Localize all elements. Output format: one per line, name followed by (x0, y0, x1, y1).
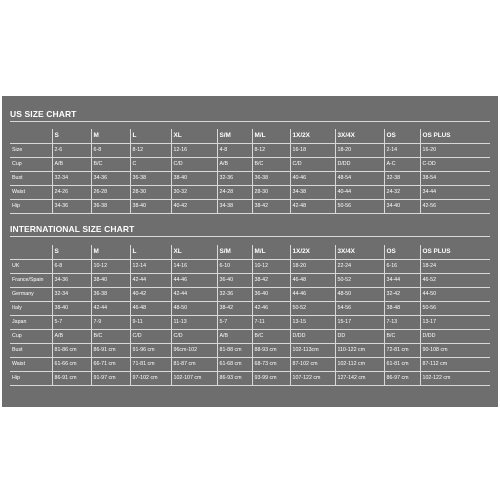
intl-table-cell: 81-88 cm (217, 344, 252, 358)
us-table-cell: A/B (217, 158, 252, 172)
intl-table-cell: 6-16 (384, 260, 420, 274)
us-column-header: L (130, 129, 171, 144)
us-table-cell: C-DD (420, 158, 490, 172)
intl-table-cell: 68-73 cm (252, 358, 290, 372)
intl-table-cell: 86-97 cm (384, 372, 420, 386)
us-size-table (10, 129, 490, 214)
intl-table-cell: 50-52 (290, 302, 335, 316)
us-table-cell: 4-8 (217, 144, 252, 158)
intl-table-cell: 10-12 (252, 260, 290, 274)
us-table-cell: 28-30 (130, 186, 171, 200)
us-table-cell: 30-32 (171, 186, 217, 200)
us-table-cell: D/DD (335, 158, 384, 172)
us-table-row (10, 172, 490, 186)
intl-table-cell: 48-50 (171, 302, 217, 316)
us-table-cell: 6-8 (91, 144, 130, 158)
intl-column-header: M (91, 245, 130, 260)
us-column-header: XL (171, 129, 217, 144)
us-table-cell: 18-20 (335, 144, 384, 158)
intl-row-label: UK (10, 260, 52, 274)
intl-table-cell: 36-40 (217, 274, 252, 288)
international-size-table (10, 245, 490, 386)
intl-table-cell: 61-81 cm (384, 358, 420, 372)
intl-table-cell: 38-40 (91, 274, 130, 288)
intl-table-cell: 46-48 (290, 274, 335, 288)
intl-table-cell: 5-7 (217, 316, 252, 330)
intl-table-cell: 81-87 cm (171, 358, 217, 372)
us-table-cell: 26-28 (91, 186, 130, 200)
intl-column-header: S/M (217, 245, 252, 260)
us-table-cell: 24-28 (217, 186, 252, 200)
us-column-header: S (52, 129, 91, 144)
intl-table-cell: 61-68 cm (217, 358, 252, 372)
intl-table-cell: 44-46 (290, 288, 335, 302)
us-table-cell: 36-38 (91, 200, 130, 214)
intl-table-cell: 10-12 (91, 260, 130, 274)
intl-table-row (10, 358, 490, 372)
us-table-cell: 8-12 (252, 144, 290, 158)
intl-table-cell: B/C (252, 330, 290, 344)
us-column-header: M/L (252, 129, 290, 144)
intl-table-cell: 32-36 (217, 288, 252, 302)
intl-table-cell: 7-9 (91, 316, 130, 330)
intl-column-header: 1X/2X (290, 245, 335, 260)
intl-table-cell: 102-113cm (290, 344, 335, 358)
intl-table-cell: D/DD (420, 330, 490, 344)
intl-table-cell: 72-81 cm (384, 344, 420, 358)
us-table-cell: 32-34 (52, 172, 91, 186)
intl-table-cell: 88-93 cm (252, 344, 290, 358)
intl-table-cell: 15-17 (335, 316, 384, 330)
intl-table-cell: 18-20 (290, 260, 335, 274)
us-table-cell: 34-40 (384, 200, 420, 214)
intl-table-cell: 38-48 (384, 302, 420, 316)
us-row-label: Waist (10, 186, 52, 200)
intl-table-cell: 87-102 cm (290, 358, 335, 372)
intl-row-label: Hip (10, 372, 52, 386)
international-size-chart-title: INTERNATIONAL SIZE CHART (10, 224, 135, 234)
intl-table-cell: C/D (171, 330, 217, 344)
intl-table-cell: 7-11 (252, 316, 290, 330)
intl-table-cell: 38-40 (52, 302, 91, 316)
us-table-cell: 34-36 (91, 172, 130, 186)
intl-table-cell: A/B (217, 330, 252, 344)
us-column-header (10, 129, 52, 144)
us-column-header: OS PLUS (420, 129, 490, 144)
us-table-cell: 34-36 (52, 200, 91, 214)
us-table-cell: 48-54 (335, 172, 384, 186)
intl-table-cell: 5-7 (52, 316, 91, 330)
intl-table-row (10, 330, 490, 344)
intl-table-cell: 40-42 (130, 288, 171, 302)
us-table-cell: 28-30 (252, 186, 290, 200)
intl-table-cell: 61-66 cm (52, 358, 91, 372)
intl-column-header: M/L (252, 245, 290, 260)
intl-table-cell: 12-14 (130, 260, 171, 274)
us-table-cell: 16-18 (290, 144, 335, 158)
intl-column-header: L (130, 245, 171, 260)
intl-table-cell: 44-46 (171, 274, 217, 288)
intl-column-header: OS (384, 245, 420, 260)
us-title-divider (10, 121, 490, 122)
us-size-chart-title: US SIZE CHART (10, 109, 77, 119)
intl-table-cell: 14-16 (171, 260, 217, 274)
intl-table-cell: 91-97 cm (91, 372, 130, 386)
us-table-cell: B/C (252, 158, 290, 172)
intl-column-header: 3X/4X (335, 245, 384, 260)
intl-table-cell: 42-46 (252, 302, 290, 316)
intl-column-header (10, 245, 52, 260)
intl-row-label: Cup (10, 330, 52, 344)
intl-table-row (10, 316, 490, 330)
intl-table-cell: 54-56 (335, 302, 384, 316)
intl-table-cell: 48-50 (335, 288, 384, 302)
us-row-label: Hip (10, 200, 52, 214)
intl-table-cell: 44-50 (420, 288, 490, 302)
intl-table-cell: 13-15 (290, 316, 335, 330)
intl-table-cell: 36-38 (91, 288, 130, 302)
intl-table-cell: 102-122 cm (420, 372, 490, 386)
us-table-cell: 24-26 (52, 186, 91, 200)
intl-table-cell: 38-42 (252, 274, 290, 288)
intl-table-cell: 91-96 cm (130, 344, 171, 358)
intl-table-cell: 71-81 cm (130, 358, 171, 372)
intl-column-header: XL (171, 245, 217, 260)
intl-table-row (10, 260, 490, 274)
intl-table-cell: 7-13 (384, 316, 420, 330)
intl-table-cell: 34-36 (52, 274, 91, 288)
us-table-cell: 34-44 (420, 186, 490, 200)
intl-table-cell: 90-108 cm (420, 344, 490, 358)
intl-table-cell: 66-71 cm (91, 358, 130, 372)
us-table-cell: 38-40 (171, 172, 217, 186)
us-table-cell: C/D (171, 158, 217, 172)
us-table-cell: 36-38 (252, 172, 290, 186)
intl-table-cell: 86-91 cm (91, 344, 130, 358)
us-header-row (10, 129, 490, 144)
intl-table-cell: 46-52 (420, 274, 490, 288)
intl-row-label: France/Spain (10, 274, 52, 288)
intl-row-label: Waist (10, 358, 52, 372)
intl-table-cell: C/D (130, 330, 171, 344)
intl-table-cell: 87-112 cm (420, 358, 490, 372)
intl-table-cell: 102-112 cm (335, 358, 384, 372)
us-table-cell: 2-14 (384, 144, 420, 158)
intl-table-cell: 42-44 (171, 288, 217, 302)
intl-table-cell: A/B (52, 330, 91, 344)
us-table-cell: 42-56 (420, 200, 490, 214)
intl-table-cell: 50-56 (420, 302, 490, 316)
us-table-cell: 40-46 (290, 172, 335, 186)
intl-row-label: Bust (10, 344, 52, 358)
intl-table-cell: 36-40 (252, 288, 290, 302)
us-table-cell: 34-38 (290, 186, 335, 200)
us-table-cell: 8-12 (130, 144, 171, 158)
intl-table-cell: 81-86 cm (52, 344, 91, 358)
intl-table-cell: 11-13 (171, 316, 217, 330)
intl-table-row (10, 372, 490, 386)
intl-table-cell: 32-34 (52, 288, 91, 302)
intl-title-divider (10, 236, 490, 237)
intl-header-row (10, 245, 490, 260)
intl-table-cell: 96cm-102 (171, 344, 217, 358)
intl-table-cell: 13-17 (420, 316, 490, 330)
us-table-cell: 2-6 (52, 144, 91, 158)
us-column-header: 3X/4X (335, 129, 384, 144)
us-column-header: 1X/2X (290, 129, 335, 144)
us-row-label: Size (10, 144, 52, 158)
intl-row-label: Italy (10, 302, 52, 316)
intl-row-label: Germany (10, 288, 52, 302)
intl-table-cell: 42-44 (130, 274, 171, 288)
intl-table-cell: 18-24 (420, 260, 490, 274)
intl-column-header: OS PLUS (420, 245, 490, 260)
intl-table-cell: 46-48 (130, 302, 171, 316)
intl-table-cell: 110-122 cm (335, 344, 384, 358)
us-table-cell: 40-44 (335, 186, 384, 200)
size-chart-panel (2, 96, 498, 407)
us-table-cell: A-C (384, 158, 420, 172)
us-table-row (10, 186, 490, 200)
intl-table-row (10, 274, 490, 288)
us-row-label: Bust (10, 172, 52, 186)
intl-table-cell: 102-107 cm (171, 372, 217, 386)
intl-table-cell: 38-42 (217, 302, 252, 316)
us-table-cell: 32-36 (217, 172, 252, 186)
us-table-cell: 38-40 (130, 200, 171, 214)
us-row-label: Cup (10, 158, 52, 172)
intl-table-cell: 97-102 cm (130, 372, 171, 386)
intl-table-row (10, 344, 490, 358)
intl-table-cell: 6-8 (52, 260, 91, 274)
intl-column-header: S (52, 245, 91, 260)
us-table-cell: C/D (290, 158, 335, 172)
intl-table-cell: 86-91 cm (52, 372, 91, 386)
intl-table-cell: 127-142 cm (335, 372, 384, 386)
us-column-header: OS (384, 129, 420, 144)
us-table-cell: 16-20 (420, 144, 490, 158)
us-table-cell: B/C (91, 158, 130, 172)
intl-table-cell: D/DD (290, 330, 335, 344)
intl-table-row (10, 302, 490, 316)
us-table-cell: C (130, 158, 171, 172)
intl-table-cell: 32-42 (384, 288, 420, 302)
intl-table-cell: 93-99 cm (252, 372, 290, 386)
us-column-header: S/M (217, 129, 252, 144)
us-table-cell: 40-42 (171, 200, 217, 214)
us-table-cell: 12-16 (171, 144, 217, 158)
intl-table-cell: 22-24 (335, 260, 384, 274)
us-table-row (10, 144, 490, 158)
intl-table-cell: 50-52 (335, 274, 384, 288)
intl-table-cell: B/C (91, 330, 130, 344)
intl-table-row (10, 288, 490, 302)
intl-table-cell: 34-44 (384, 274, 420, 288)
intl-table-cell: 9-11 (130, 316, 171, 330)
us-table-cell: 42-48 (290, 200, 335, 214)
us-table-row (10, 200, 490, 214)
us-table-row (10, 158, 490, 172)
intl-table-cell: 42-44 (91, 302, 130, 316)
us-table-cell: 24-32 (384, 186, 420, 200)
us-table-cell: 34-38 (217, 200, 252, 214)
us-column-header: M (91, 129, 130, 144)
intl-table-cell: DD (335, 330, 384, 344)
intl-table-cell: 107-122 cm (290, 372, 335, 386)
us-table-cell: 38-54 (420, 172, 490, 186)
intl-table-cell: 6-10 (217, 260, 252, 274)
us-table-cell: 32-38 (384, 172, 420, 186)
us-table-cell: 38-42 (252, 200, 290, 214)
intl-row-label: Japan (10, 316, 52, 330)
us-table-cell: 50-56 (335, 200, 384, 214)
intl-table-cell: B/C (384, 330, 420, 344)
us-table-cell: A/B (52, 158, 91, 172)
intl-table-cell: 86-93 cm (217, 372, 252, 386)
us-table-cell: 36-38 (130, 172, 171, 186)
